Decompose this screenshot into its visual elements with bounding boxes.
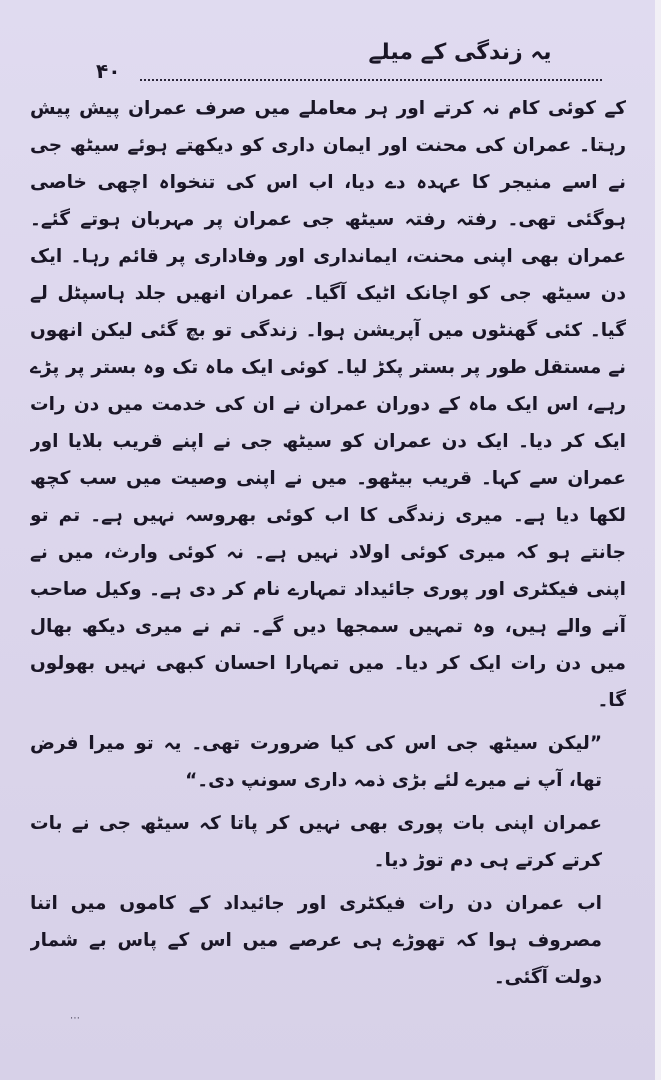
paragraph-2-quote: ”لیکن سیٹھ جی اس کی کیا ضرورت تھی۔ یہ تو میرا فرض تھا، آپ نے میرے لئے بڑی ذمہ داری سونپ دی۔“	[30, 733, 602, 791]
paragraph-5	[30, 1002, 626, 1010]
paragraph-4: اب عمران دن رات فیکٹری اور جائیداد کے کاموں میں اتنا مصروف ہوا کہ تھوڑے ہی عرصے میں اس کے پاس بے شمار دولت آگئی۔	[30, 893, 602, 988]
print-speck: ⋯	[70, 1013, 80, 1024]
header-divider	[140, 79, 602, 81]
page-body	[30, 90, 626, 1010]
paragraph-1: کے کوئی کام نہ کرتے اور ہر معاملے میں صرف عمران پیش پیش رہتا۔ عمران کی محنت اور ایمان داری کو دیکھتے ہوئے سیٹھ جی نے اسے منیجر کا عہدہ دے دیا، اب اس کی تنخواہ اچھی خاصی ہوگئی تھی۔ رفتہ رفتہ سیٹھ جی عمران پر مہربان ہوتے گئے۔ عمران بھی اپنی محنت، ایمانداری اور وفاداری پر قائم رہا۔ ایک دن سیٹھ جی کو اچانک اٹیک آگیا۔ عمران انھیں جلد ہاسپٹل لے گیا۔ کئی گھنٹوں میں آپریشن ہوا۔ زندگی تو بچ گئی لیکن انھوں نے مستقل طور پر بستر پکڑ لیا۔ کوئی ایک ماہ تک وہ بستر پر پڑے رہے، اس ایک ماہ کے دوران عمران نے ان کی خدمت میں دن رات ایک کر دیا۔ ایک دن عمران کو سیٹھ جی نے اپنے قریب بلایا اور عمران سے کہا۔ قریب بیٹھو۔ میں نے اپنی وصیت میں سب کچھ لکھا دیا ہے۔ میری زندگی کا اب کوئی بھروسہ نہیں ہے۔ تم تو جانتے ہو کہ میری کوئی اولاد نہیں ہے۔ نہ کوئی وارث، میں نے اپنی فیکٹری اور پوری جائیداد تمہارے نام کر دی ہے۔ وکیل صاحب آنے والے ہیں، وہ تمہیں سمجھا دیں گے۔ تم نے میری دیکھ بھال میں دن رات ایک کر دیا۔ میں تمہارا احسان کبھی نہیں بھولوں گا۔	[30, 98, 626, 711]
paragraph-3: عمران اپنی بات پوری بھی نہیں کر پاتا کہ سیٹھ جی نے بات کرتے کرتے ہی دم توڑ دیا۔	[30, 813, 602, 871]
page-number: ۴۰	[96, 59, 121, 83]
running-header-title: یہ زندگی کے میلے	[368, 40, 552, 65]
